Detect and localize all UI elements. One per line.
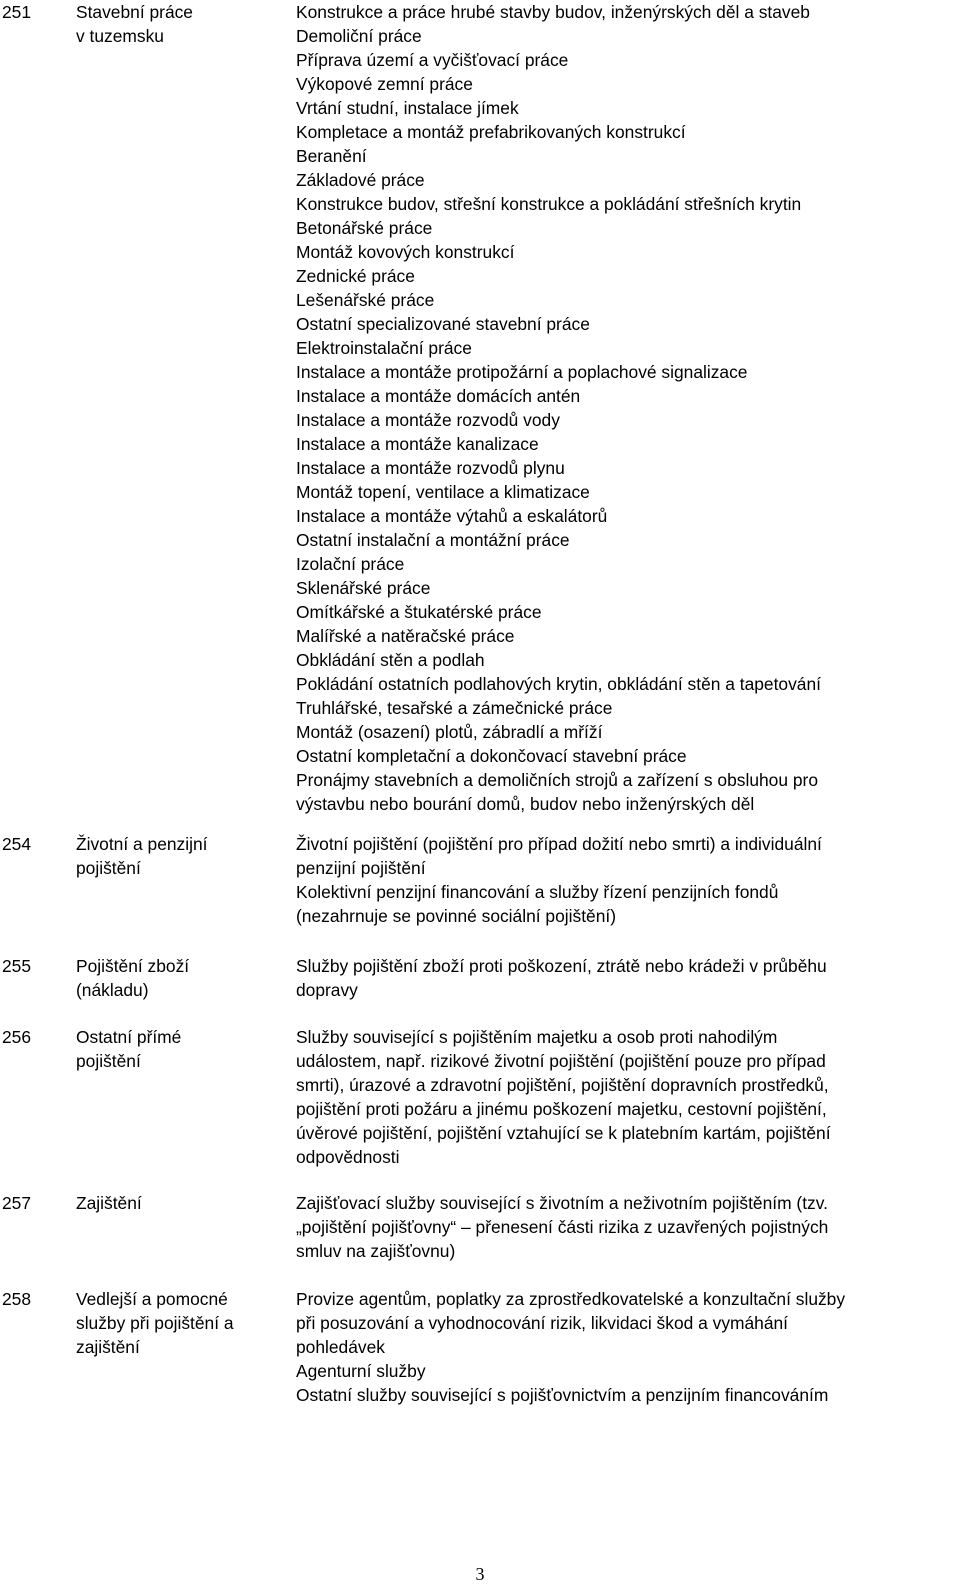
entry-name-line: pojištění (76, 1051, 141, 1071)
page-number: 3 (475, 1564, 485, 1584)
entry-description-line: Životní pojištění (pojištění pro případ dožití nebo smrti) a individuální (296, 834, 822, 854)
entry-description-line: Ostatní kompletační a dokončovací stavební práce (296, 746, 687, 766)
entry-description (296, 1191, 960, 1263)
entry-description-line: Beranění (296, 146, 367, 166)
entry-name-line: Zajištění (76, 1193, 142, 1213)
entry-description-line: dopravy (296, 980, 358, 1000)
entry-description-line: Agenturní služby (296, 1361, 426, 1381)
entry-name-line: zajištění (76, 1337, 140, 1357)
entry-code: 251 (2, 2, 32, 22)
entry-code: 254 (2, 834, 32, 854)
entry-description-line: „pojištění pojišťovny“ – přenesení části rizika z uzavřených pojistných (296, 1217, 829, 1237)
entry-description-line: Příprava území a vyčišťovací práce (296, 50, 569, 70)
entry-description-line: Konstrukce budov, střešní konstrukce a pokládání střešních krytin (296, 194, 802, 214)
entry-description-line: Ostatní instalační a montážní práce (296, 530, 570, 550)
entry-description-line: Pokládání ostatních podlahových krytin, obkládání stěn a tapetování (296, 674, 821, 694)
entry-description-line: Zajišťovací služby související s životním a neživotním pojištěním (tzv. (296, 1193, 828, 1213)
entry-description-line: (nezahrnuje se povinné sociální pojištění) (296, 906, 616, 926)
entry-code: 256 (2, 1027, 32, 1047)
entry-description-line: Malířské a natěračské práce (296, 626, 515, 646)
entry-description-line: smluv na zajišťovnu) (296, 1241, 456, 1261)
entry-code: 258 (2, 1289, 32, 1309)
entry-description-line: Betonářské práce (296, 218, 433, 238)
entry-name (76, 0, 281, 48)
entry-description-line: Ostatní specializované stavební práce (296, 314, 590, 334)
entry-name-line: (nákladu) (76, 980, 149, 1000)
entry-description-line: odpovědnosti (296, 1147, 400, 1167)
entry-description-line: výstavbu nebo bourání domů, budov nebo inženýrských děl (296, 794, 755, 814)
entry-257 (0, 1191, 960, 1263)
entry-description (296, 832, 960, 928)
entry-description-line: smrti), úrazové a zdravotní pojištění, pojištění dopravních prostředků, (296, 1075, 829, 1095)
entry-description-line: Instalace a montáže domácích antén (296, 386, 581, 406)
entry-name-line: Stavební práce (76, 2, 193, 22)
entry-description-line: Instalace a montáže rozvodů vody (296, 410, 560, 430)
entry-description-line: Instalace a montáže protipožární a poplachové signalizace (296, 362, 748, 382)
entry-name-line: Životní a penzijní (76, 834, 208, 854)
entry-description-line: Lešenářské práce (296, 290, 435, 310)
entry-description-line: pojištění proti požáru a jinému poškození majetku, cestovní pojištění, (296, 1099, 827, 1119)
entry-description-line: Elektroinstalační práce (296, 338, 472, 358)
entry-258 (0, 1287, 960, 1407)
entry-description-line: Služby související s pojištěním majetku a osob proti nahodilým (296, 1027, 778, 1047)
entry-description-line: Demoliční práce (296, 26, 422, 46)
entry-description-line: Instalace a montáže výtahů a eskalátorů (296, 506, 608, 526)
entry-code: 257 (2, 1193, 32, 1213)
entry-name-line: služby při pojištění a (76, 1313, 234, 1333)
entry-name-line: v tuzemsku (76, 26, 164, 46)
entry-code: 255 (2, 956, 32, 976)
entry-description-line: Obkládání stěn a podlah (296, 650, 485, 670)
entry-description-line: Pronájmy stavebních a demoličních strojů a zařízení s obsluhou pro (296, 770, 818, 790)
entry-256 (0, 1025, 960, 1169)
entry-description-line: Montáž (osazení) plotů, zábradlí a mříží (296, 722, 603, 742)
entry-description-line: Vrtání studní, instalace jímek (296, 98, 519, 118)
entry-description-line: Ostatní služby související s pojišťovnictvím a penzijním financováním (296, 1385, 829, 1405)
entry-description-line: Konstrukce a práce hrubé stavby budov, inženýrských děl a staveb (296, 2, 810, 22)
entry-name (76, 1025, 281, 1073)
entry-name (76, 1191, 281, 1215)
entry-description (296, 1025, 960, 1169)
entry-description-line: při posuzování a vyhodnocování rizik, likvidaci škod a vymáhání (296, 1313, 789, 1333)
entry-description-line: Kompletace a montáž prefabrikovaných konstrukcí (296, 122, 686, 142)
entry-name-line: pojištění (76, 858, 141, 878)
entry-255 (0, 954, 960, 1002)
entry-description-line: pohledávek (296, 1337, 385, 1357)
entry-name-line: Pojištění zboží (76, 956, 190, 976)
entry-description-line: Výkopové zemní práce (296, 74, 473, 94)
entry-description-line: úvěrové pojištění, pojištění vztahující se k platebním kartám, pojištění (296, 1123, 831, 1143)
entry-description-line: Kolektivní penzijní financování a služby řízení penzijních fondů (296, 882, 779, 902)
entry-name (76, 954, 281, 1002)
entry-name-line: Ostatní přímé (76, 1027, 182, 1047)
entry-description-line: Služby pojištění zboží proti poškození, ztrátě nebo krádeži v průběhu (296, 956, 827, 976)
entry-name-line: Vedlejší a pomocné (76, 1289, 228, 1309)
entry-description-line: Instalace a montáže rozvodů plynu (296, 458, 565, 478)
entry-description-line: událostem, např. rizikové životní pojištění (pojištění pouze pro případ (296, 1051, 826, 1071)
entry-description (296, 1287, 960, 1407)
entry-description-line: Provize agentům, poplatky za zprostředkovatelské a konzultační služby (296, 1289, 846, 1309)
entry-description-line: Montáž topení, ventilace a klimatizace (296, 482, 590, 502)
entry-description-line: Montáž kovových konstrukcí (296, 242, 515, 262)
entry-description (296, 954, 960, 1002)
entry-description-line: Omítkářské a štukatérské práce (296, 602, 542, 622)
entry-description-line: Sklenářské práce (296, 578, 431, 598)
entry-description (296, 0, 960, 816)
entry-description-line: Instalace a montáže kanalizace (296, 434, 539, 454)
entry-description-line: Zednické práce (296, 266, 415, 286)
entry-description-line: Izolační práce (296, 554, 405, 574)
entry-name (76, 1287, 281, 1359)
entry-description-line: Truhlářské, tesařské a zámečnické práce (296, 698, 613, 718)
entry-description-line: penzijní pojištění (296, 858, 426, 878)
entry-254 (0, 832, 960, 928)
entry-description-line: Základové práce (296, 170, 425, 190)
entry-name (76, 832, 281, 880)
